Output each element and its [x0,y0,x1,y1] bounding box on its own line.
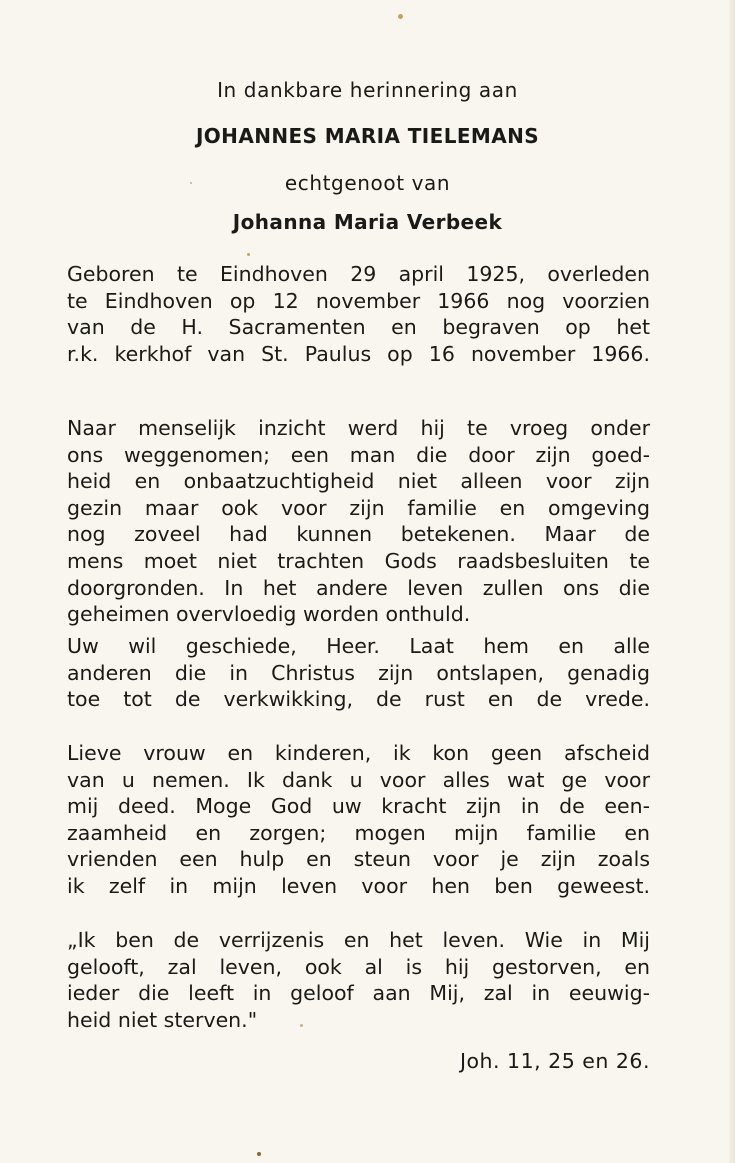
biography-paragraph [67,261,650,367]
text-line: heid niet sterven." [67,1007,258,1032]
text-line: toe tot de verkwikking, de rust en de vrede. [67,687,650,712]
text-line: heid en onbaatzuchtigheid niet alleen voor zijn [67,469,650,494]
text-line: mens moet niet trachten Gods raadsbesluiten te [67,548,650,573]
text-line: doorgronden. In het andere leven zullen ons die [67,575,650,600]
text-line: van u nemen. Ik dank u voor alles wat ge voor [67,767,650,792]
text-line: Lieve vrouw en kinderen, ik kon geen afscheid [67,741,650,765]
print-speck [257,1152,261,1156]
text-line: „Ik ben de verrijzenis en het leven. Wie in Mij [67,928,650,952]
print-speck [247,253,250,256]
text-line: Uw wil geschiede, Heer. Laat hem en alle [67,634,650,658]
print-speck [398,14,403,19]
text-line: Naar menselijk inzicht werd hij te vroeg onder [67,416,650,440]
text-line: geheimen overvloedig worden onthuld. [67,602,471,627]
text-line: anderen die in Christus zijn ontslapen, genadig [67,660,650,685]
farewell-paragraph [67,740,650,900]
spouse-label: echtgenoot van [284,171,451,195]
intro-text: In dankbare herinnering aan [217,78,518,102]
text-line: vrienden een hulp en steun voor je zijn zoals [67,847,650,872]
text-line: gezin maar ook voor zijn familie en omgeving [67,495,650,520]
text-line: van de H. Sacramenten en begraven op het [67,315,650,340]
text-line: te Eindhoven op 12 november 1966 nog voorzien [67,288,650,313]
text-line: ons weggenomen; een man die door zijn goed- [67,442,650,467]
bible-quote [67,927,650,1033]
text-line: zaamheid en zorgen; mogen mijn familie en [67,820,650,845]
bible-reference: Joh. 11, 25 en 26. [459,1049,650,1073]
spouse-name: Johanna Maria Verbeek [232,210,503,234]
text-line: Geboren te Eindhoven 29 april 1925, overleden [67,262,650,286]
deceased-name: JOHANNES MARIA TIELEMANS [195,124,540,148]
text-line: mij deed. Moge God uw kracht zijn in de een- [67,794,650,819]
prayer-paragraph [67,633,650,713]
remembrance-paragraph [67,415,650,628]
text-line: gelooft, zal leven, ook al is hij gestorven, en [67,954,650,979]
text-line: nog zoveel had kunnen betekenen. Maar de [67,522,650,547]
text-line: r.k. kerkhof van St. Paulus op 16 november 1966. [67,341,650,366]
text-line: ik zelf in mijn leven voor hen ben geweest. [67,873,650,898]
text-line: ieder die leeft in geloof aan Mij, zal in eeuwig- [67,981,650,1006]
